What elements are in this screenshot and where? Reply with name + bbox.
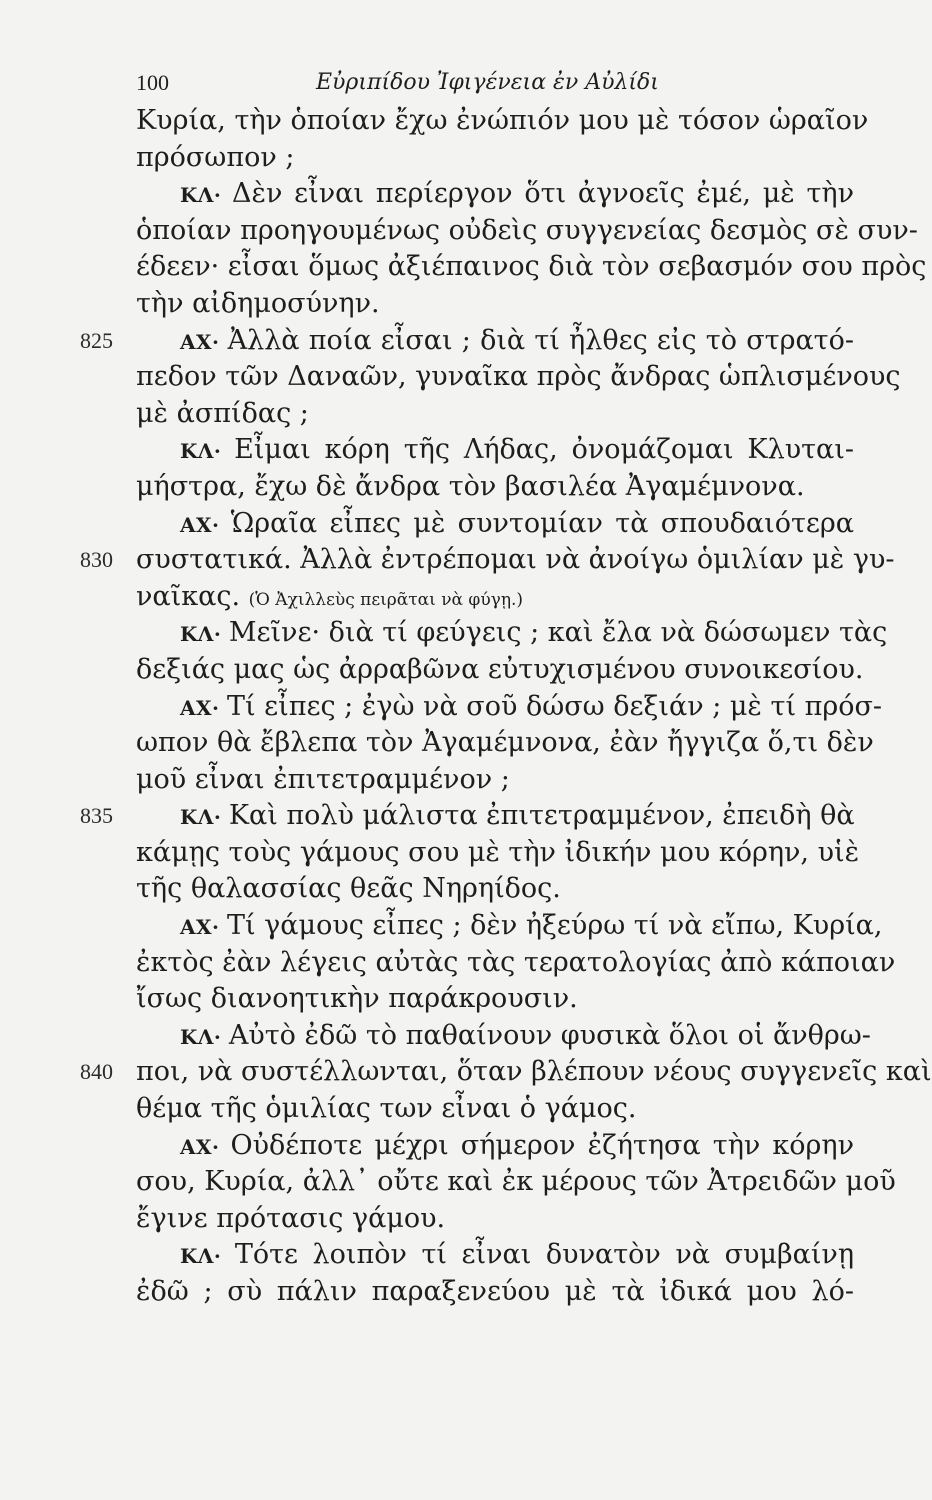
- line-number: 830: [80, 547, 113, 573]
- text-line: [136, 1201, 854, 1238]
- line-text: Αὐτὸ ἐδῶ τὸ παθαίνουν φυσικὰ ὅλοι οἱ ἄνθρω-: [228, 1019, 871, 1051]
- text-line: [136, 103, 869, 140]
- speaker-label: ΚΛ·: [180, 622, 229, 647]
- speaker-label: ΚΛ·: [180, 439, 235, 464]
- line-text: σου, Κυρία, ἀλλ᾿ οὔτε καὶ ἐκ μέρους τῶν Ἀτρειδῶν μοῦ: [136, 1166, 896, 1198]
- text-line: [136, 579, 854, 616]
- speaker-label: ΑΧ·: [180, 1134, 231, 1159]
- running-header: [136, 70, 856, 100]
- text-line: [136, 432, 854, 469]
- text-line: [136, 1091, 854, 1128]
- text-line: [136, 1237, 854, 1274]
- text-line: [136, 249, 927, 286]
- text-line: [136, 762, 854, 799]
- line-text: Τότε λοιπὸν τί εἶναι δυνατὸν νὰ συμβαίνῃ: [234, 1239, 854, 1271]
- line-text: ναῖκας.: [136, 580, 241, 612]
- text-line: [136, 1164, 896, 1201]
- page-number: 100: [136, 70, 169, 95]
- text-line: [136, 396, 854, 433]
- text-line: [136, 1018, 871, 1055]
- line-text: ωπον θὰ ἔβλεπα τὸν Ἀγαμέμνονα, ἐὰν ἤγγιζα ὅ,τι δὲν: [136, 727, 874, 759]
- speaker-label: ΑΧ·: [180, 329, 228, 354]
- text-line: [136, 213, 918, 250]
- text-line: [136, 140, 854, 177]
- text-line: [136, 908, 883, 945]
- text-line: [136, 615, 888, 652]
- line-number: 840: [80, 1059, 113, 1085]
- text-line: [136, 469, 854, 506]
- text-line: [136, 506, 854, 543]
- line-text: ἐκτὸς ἐὰν λέγεις αὐτὰς τὰς τερατολογίας ἀπὸ κάποιαν: [136, 946, 896, 978]
- line-text: μήστρα, ἔχω δὲ ἄνδρα τὸν βασιλέα Ἀγαμέμνονα.: [136, 470, 805, 502]
- line-text: μοῦ εἶναι ἐπιτετραμμένον ;: [136, 763, 510, 795]
- speaker-label: ΑΧ·: [180, 695, 227, 720]
- line-text: συστατικά. Ἀλλὰ ἐντρέπομαι νὰ ἀνοίγω ὁμιλίαν μὲ γυ-: [136, 544, 895, 576]
- speaker-label: ΚΛ·: [180, 1244, 235, 1269]
- line-number: 825: [80, 327, 113, 353]
- text-line: [136, 945, 896, 982]
- line-text: τὴν αἰδημοσύνην.: [136, 287, 380, 319]
- line-text: Ὡραῖα εἶπες μὲ συντομίαν τὰ σπουδαιότερα: [230, 507, 854, 539]
- stage-direction: (Ὁ Ἀχιλλεὺς πειρᾶται νὰ φύγῃ.): [248, 589, 524, 610]
- text-line: [80, 542, 895, 579]
- text-line: [136, 689, 883, 726]
- speaker-label: ΑΧ·: [180, 512, 231, 537]
- text-line: [136, 176, 854, 213]
- text-line: [136, 1128, 854, 1165]
- text-line: [136, 725, 874, 762]
- line-text: Κυρία, τὴν ὁποίαν ἔχω ἐνώπιόν μου μὲ τόσον ὡραῖον: [136, 105, 869, 136]
- line-text: Τί εἶπες ; ἐγὼ νὰ σοῦ δώσω δεξιάν ; μὲ τί πρόσ-: [226, 690, 883, 722]
- line-text: δεξιάς μας ὡς ἀρραβῶνα εὐτυχισμένου συνοικεσίου.: [136, 653, 864, 685]
- line-text: Καὶ πολὺ μάλιστα ἐπιτετραμμένον, ἐπειδὴ θὰ: [228, 800, 855, 832]
- line-text: ἐδῶ ; σὺ πάλιν παραξενεύου μὲ τὰ ἰδικά μου λό-: [136, 1276, 854, 1307]
- text-line: [80, 323, 854, 360]
- text-line: [136, 286, 854, 323]
- text-line: [136, 981, 854, 1018]
- line-text: Δὲν εἶναι περίεργον ὅτι ἀγνοεῖς ἐμέ, μὲ τὴν: [232, 178, 855, 210]
- text-line: [136, 652, 864, 689]
- line-text: κάμῃς τοὺς γάμους σου μὲ τὴν ἰδικήν μου κόρην, υἱὲ: [136, 836, 860, 868]
- line-text: ὁποίαν προηγουμένως οὐδεὶς συγγενείας δεσμὸς σὲ συν-: [136, 214, 918, 246]
- line-text: Ἀλλὰ ποία εἶσαι ; διὰ τί ἦλθες εἰς τὸ στρατό-: [227, 324, 854, 356]
- speaker-label: ΚΛ·: [180, 183, 232, 208]
- line-number: 835: [80, 803, 113, 829]
- text-line: [80, 1054, 932, 1091]
- line-text: ποι, νὰ συστέλλωνται, ὅταν βλέπουν νέους συγγενεῖς καὶ: [136, 1056, 932, 1088]
- line-text: Τί γάμους εἶπες ; δὲν ἠξεύρω τί νὰ εἴπω, Κυρία,: [226, 910, 883, 942]
- speaker-label: ΚΛ·: [180, 805, 229, 830]
- play-text: [80, 103, 932, 1311]
- text-line: [136, 835, 860, 872]
- speaker-label: ΚΛ·: [180, 1024, 229, 1049]
- running-title: Εὐριπίδου Ἰφιγένεια ἐν Αὐλίδι: [316, 70, 659, 95]
- line-text: πεδον τῶν Δαναῶν, γυναῖκα πρὸς ἄνδρας ὡπλισμένους: [136, 361, 901, 393]
- line-text: τῆς θαλασσίας θεᾶς Νηρηίδος.: [136, 873, 561, 905]
- text-line: [80, 798, 855, 835]
- line-text: πρόσωπον ;: [136, 141, 295, 173]
- text-line: [136, 359, 901, 396]
- line-text: Εἶμαι κόρη τῆς Λήδας, ὀνομάζομαι Κλυται-: [234, 434, 854, 466]
- line-text: θέμα τῆς ὁμιλίας των εἶναι ὁ γάμος.: [136, 1093, 637, 1125]
- speaker-label: ΑΧ·: [180, 915, 227, 940]
- line-text: ἔγινε πρότασις γάμου.: [136, 1202, 446, 1234]
- line-text: Μεῖνε· διὰ τί φεύγεις ; καὶ ἔλα νὰ δώσωμεν τὰς: [228, 617, 888, 649]
- text-line: [136, 1274, 854, 1311]
- line-text: έδεεν· εἶσαι ὅμως ἀξιέπαινος διὰ τὸν σεβασμόν σου πρὸς: [136, 251, 927, 283]
- line-text: ἴσως διανοητικὴν παράκρουσιν.: [136, 983, 578, 1015]
- text-line: [136, 871, 854, 908]
- line-text: μὲ ἀσπίδας ;: [136, 397, 309, 429]
- line-text: Οὐδέποτε μέχρι σήμερον ἐζήτησα τὴν κόρην: [230, 1129, 854, 1161]
